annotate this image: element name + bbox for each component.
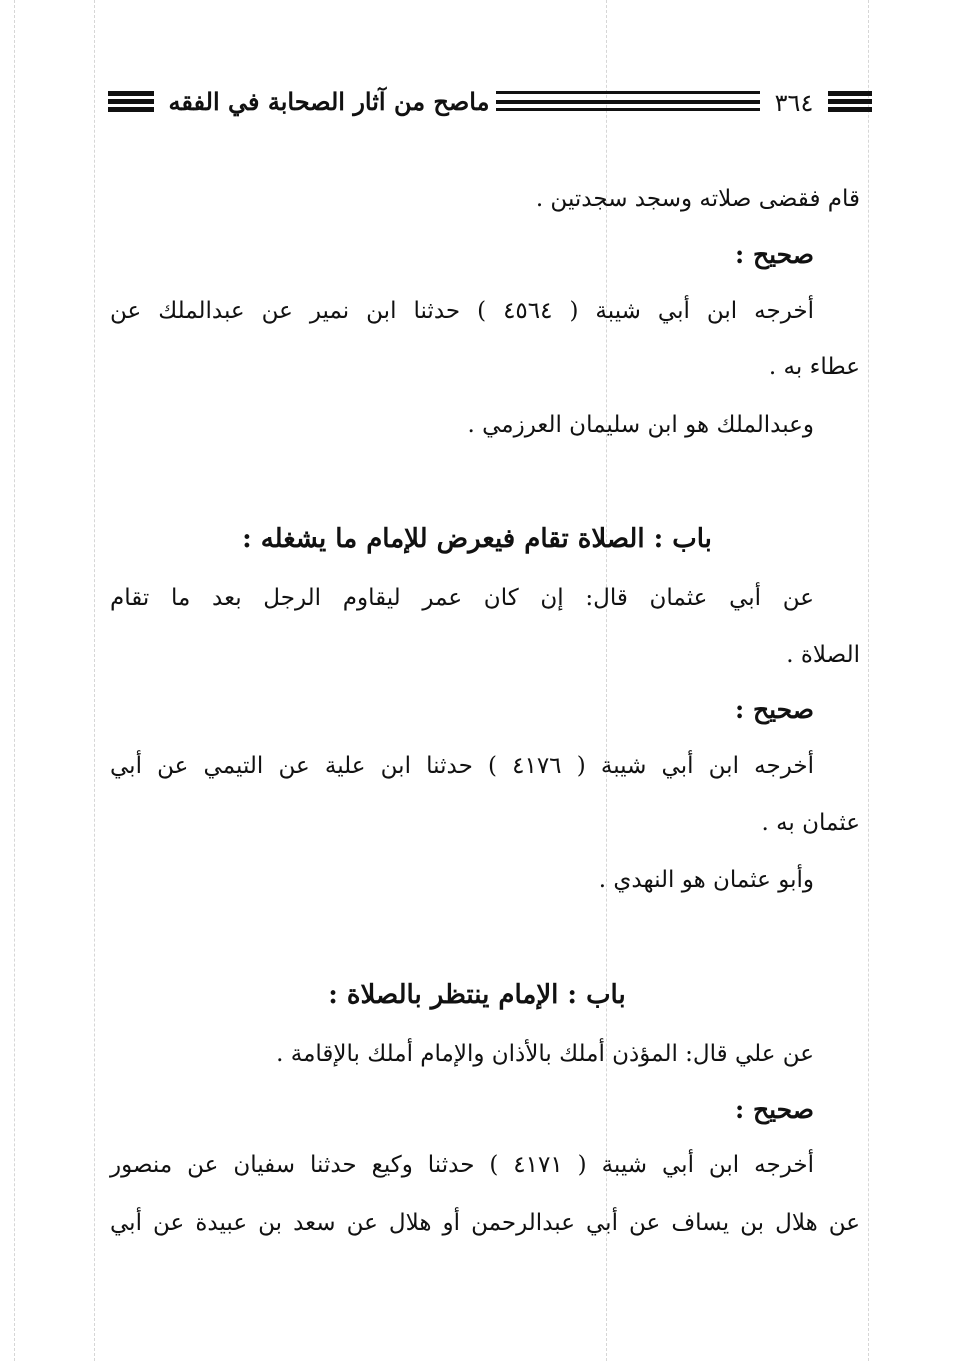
scan-guide-line: [14, 0, 15, 1361]
text-line: الصلاة .: [786, 642, 860, 668]
ruling-label: صحيح :: [735, 695, 814, 724]
scan-guide-line: [868, 0, 869, 1361]
book-title: ماصح من آثار الصحابة في الفقه: [168, 87, 490, 116]
header-rule-middle: [496, 91, 760, 113]
section-heading: باب : الصلاة تقام فيعرض للإمام ما يشغله :: [242, 524, 712, 554]
section-heading: باب : الإمام ينتظر بالصلاة :: [328, 980, 626, 1010]
text-line: عن علي قال: المؤذن أملك بالأذان والإمام أملك بالإقامة .: [276, 1041, 814, 1067]
text-line: عطاء به .: [768, 354, 860, 380]
text-line: وأبو عثمان هو النهدي .: [598, 867, 814, 893]
text-line: أخرجه ابن أبي شيبة ( ٤١٧١ ) حدثنا وكيع حدثنا سفيان عن منصور: [110, 1152, 814, 1178]
text-line: عثمان به .: [761, 810, 860, 836]
header-rule-left: [108, 91, 154, 113]
text-line: وعبدالملك هو ابن سليمان العرزمي .: [467, 412, 814, 438]
header-rule-right: [828, 91, 872, 113]
text-line: قام فقضى صلاته وسجد سجدتين .: [535, 186, 860, 212]
text-line: أخرجه ابن أبي شيبة ( ٤١٧٦ ) حدثنا ابن علية عن التيمي عن أبي: [110, 753, 815, 779]
text-line: أخرجه ابن أبي شيبة ( ٤٥٦٤ ) حدثنا ابن نمير عن عبدالملك عن: [110, 298, 814, 324]
page-number: ٣٦٤: [774, 89, 814, 117]
scan-guide-line: [94, 0, 95, 1361]
text-line: عن هلال بن يساف عن أبي عبدالرحمن أو هلال عن سعد بن عبيدة عن أبي: [110, 1210, 860, 1236]
ruling-label: صحيح :: [735, 240, 814, 269]
ruling-label: صحيح :: [735, 1095, 814, 1124]
text-line: عن أبي عثمان قال: إن كان عمر ليقاوم الرجل بعد ما تقام: [110, 585, 814, 611]
page-header: [108, 82, 872, 122]
